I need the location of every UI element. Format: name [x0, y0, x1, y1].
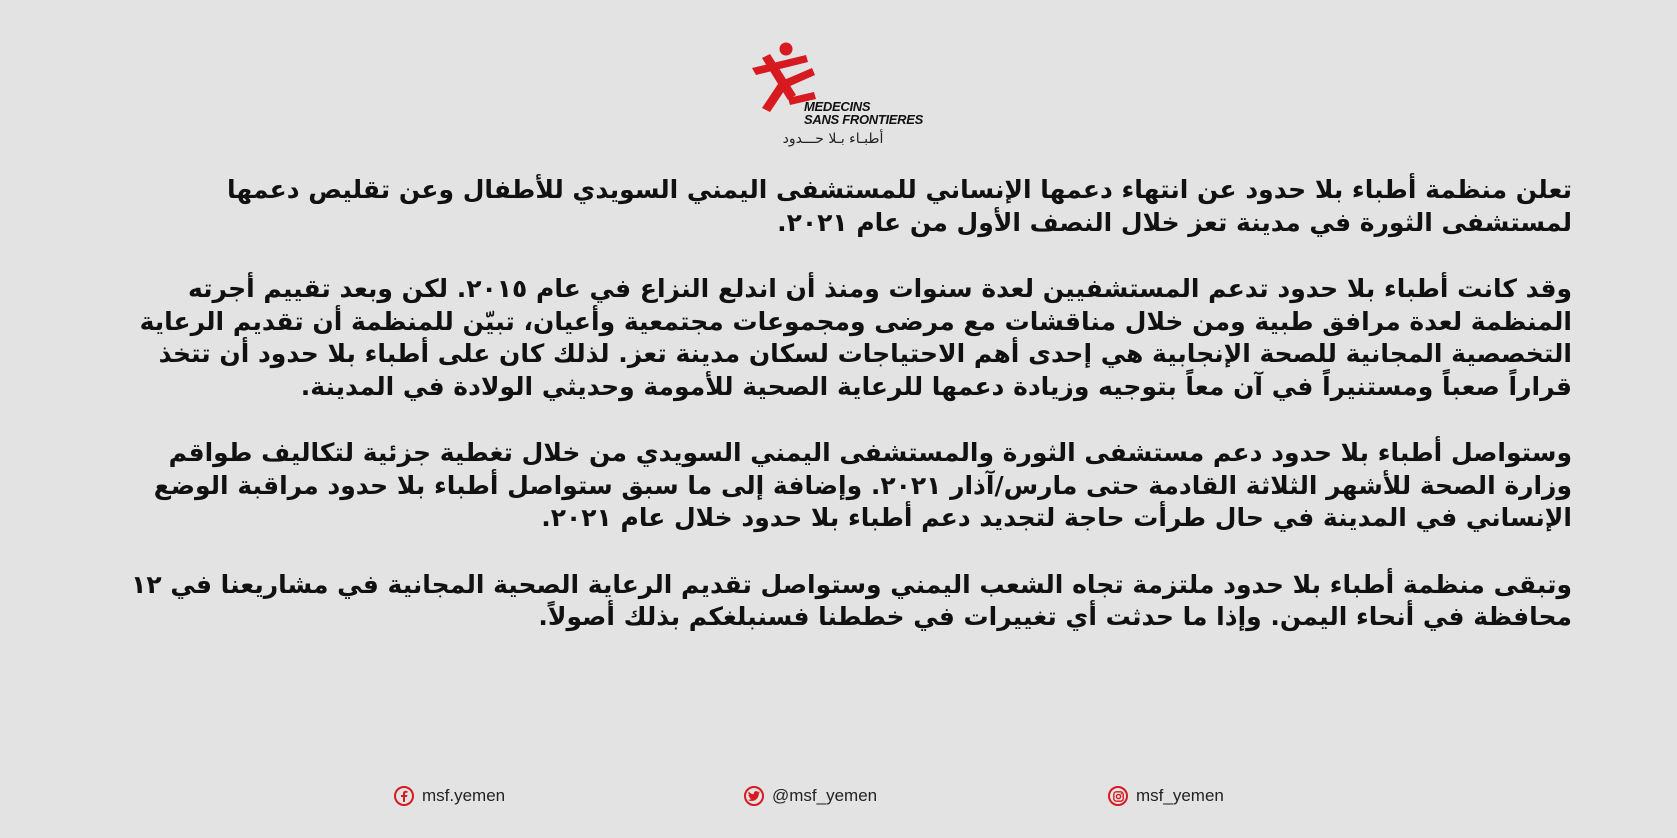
- logo-line-2: SANS FRONTIERES: [804, 112, 924, 127]
- instagram-icon: [1108, 786, 1128, 806]
- twitter-link[interactable]: [744, 782, 877, 810]
- msf-name-arabic: أطبـاء بـلا حـــدود: [782, 131, 884, 147]
- paragraph-4: وتبقى منظمة أطباء بلا حدود ملتزمة تجاه الشعب اليمني وستواصل تقديم الرعاية الصحية المجانية في مشاريعنا في ١٢ محافظة في أنحاء اليمن. وإذا ما حدثت أي تغييرات في خططنا فسنبلغكم بذلك أصولاً.: [131, 569, 1572, 631]
- twitter-handle[interactable]: @msf_yemen: [772, 786, 878, 805]
- msf-name-english: [804, 100, 923, 126]
- paragraph-1: تعلن منظمة أطباء بلا حدود عن انتهاء دعمها الإنساني للمستشفى اليمني السويدي للأطفال وعن تقليص دعمها لمستشفى الثورة في مدينة تعز خلال النصف الأول من عام ٢٠٢١.: [227, 175, 1572, 237]
- msf-logo: [748, 40, 928, 150]
- social-footer: [0, 782, 1677, 810]
- facebook-link[interactable]: [394, 782, 505, 810]
- facebook-handle[interactable]: msf.yemen: [422, 786, 506, 805]
- instagram-handle[interactable]: msf_yemen: [1136, 786, 1224, 805]
- press-statement: [108, 174, 1572, 668]
- paragraph-2: وقد كانت أطباء بلا حدود تدعم المستشفيين لعدة سنوات ومنذ أن اندلع النزاع في عام ٢٠١٥. لكن وبعد تقييم أجرته المنظمة لعدة مرافق طبية ومن خلال مناقشات مع مرضى ومجموعات مجتمعية وأعيان، تبيّن للمنظمة أن تقديم الرعاية التخصصية المجانية للصحة الإنجابية هي إحدى أهم الاحتياجات لسكان مدينة تعز. لذلك كان على أطباء بلا حدود أن تتخذ قراراً صعباً ومستنيراً في آن معاً بتوجيه وزيادة دعمها للرعاية الصحية للأمومة وحديثي الولادة في المدينة.: [139, 274, 1572, 401]
- paragraph-3: وستواصل أطباء بلا حدود دعم مستشفى الثورة والمستشفى اليمني السويدي من خلال تغطية جزئية لتكاليف طواقم وزارة الصحة للأشهر الثلاثة القادمة حتى مارس/آذار ٢٠٢١. وإضافة إلى ما سبق ستواصل أطباء بلا حدود مراقبة الوضع الإنساني في المدينة في حال طرأت حاجة لتجديد دعم أطباء بلا حدود خلال عام ٢٠٢١.: [153, 438, 1572, 532]
- logo-line-1: MEDECINS: [804, 99, 871, 114]
- facebook-icon: [394, 786, 414, 806]
- instagram-link[interactable]: [1108, 782, 1224, 810]
- twitter-icon: [744, 786, 764, 806]
